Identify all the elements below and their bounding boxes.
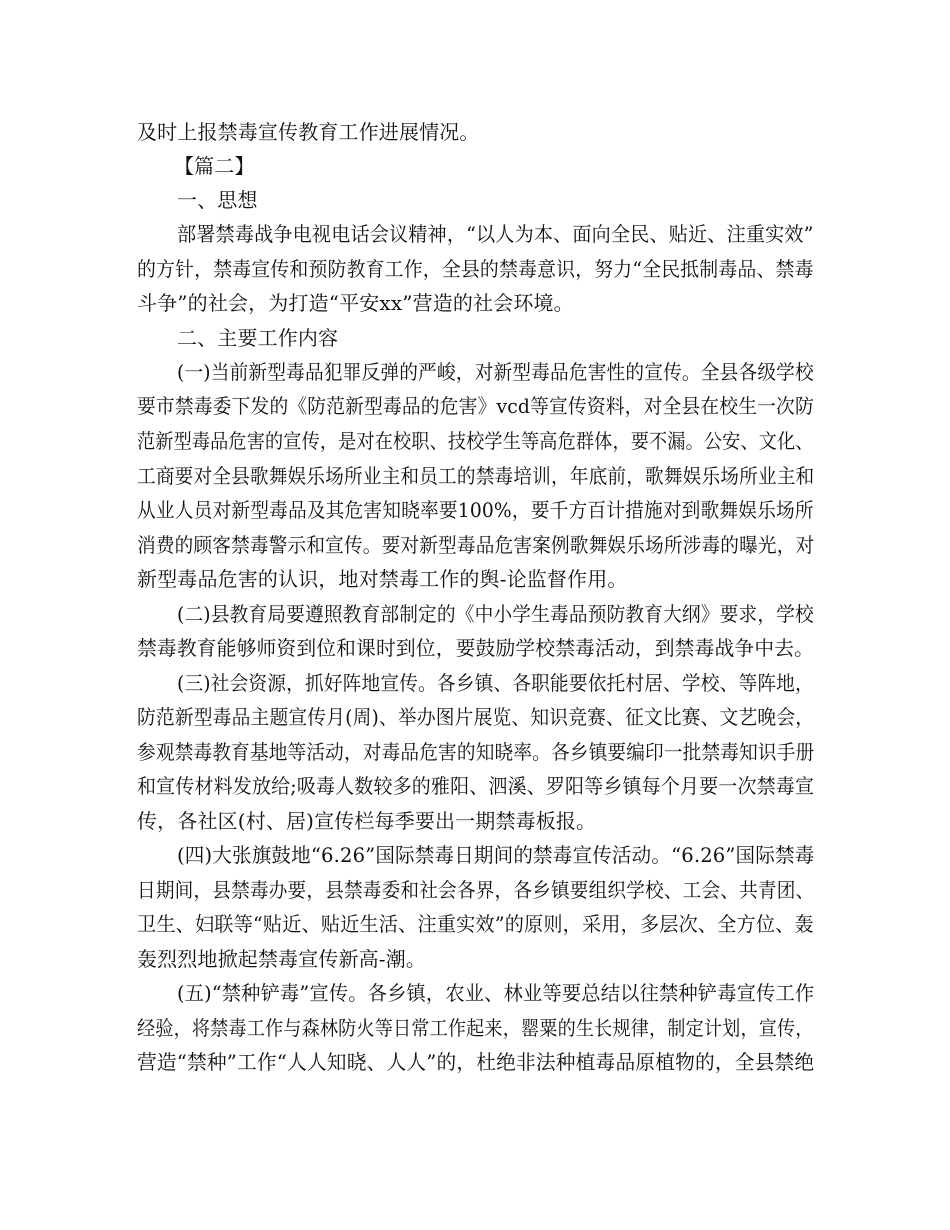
text-line: 日期间，县禁毒办要，县禁毒委和社会各界，各乡镇要组织学校、工会、共青团、 [137, 878, 815, 902]
section-heading: 【篇二】 [174, 154, 255, 178]
text-line: 传，各社区(村、居)宣传栏每季要出一期禁毒板报。 [137, 809, 597, 833]
text-line: 卫生、妇联等“贴近、贴近生活、注重实效”的原则，采用，多层次、全方位、轰 [137, 912, 814, 936]
text-line: (四)大张旗鼓地“6.26”国际禁毒日期间的禁毒宣传活动。“6.26”国际禁毒 [177, 843, 815, 867]
heading-line: 一、思想 [177, 188, 258, 212]
text-line: 及时上报禁毒宣传教育工作进展情况。 [137, 120, 480, 144]
text-line: 从业人员对新型毒品及其危害知晓率要100%，要千方百计措施对到歌舞娱乐场所 [137, 498, 814, 522]
heading-line: 二、主要工作内容 [177, 326, 339, 350]
text-line: 营造“禁种”工作“人人知晓、人人”的，杜绝非法种植毒品原植物的，全县禁绝 [137, 1050, 815, 1074]
text-line: 部署禁毒战争电视电话会议精神，“以人为本、面向全民、贴近、注重实效” [177, 222, 814, 246]
text-line: 经验，将禁毒工作与森林防火等日常工作起来，罂粟的生长规律，制定计划，宣传， [137, 1016, 814, 1040]
text-line: 和宣传材料发放给;吸毒人数较多的雅阳、泗溪、罗阳等乡镇每个月要一次禁毒宣 [137, 774, 815, 798]
text-line: (二)县教育局要遵照教育部制定的《中小学生毒品预防教育大纲》要求，学校 [177, 602, 814, 626]
text-line: (一)当前新型毒品犯罪反弹的严峻，对新型毒品危害性的宣传。全县各级学校 [177, 360, 814, 384]
text-line: 的方针，禁毒宣传和预防教育工作，全县的禁毒意识，努力“全民抵制毒品、禁毒 [137, 257, 814, 281]
text-line: 斗争”的社会，为打造“平安xx”营造的社会环境。 [137, 291, 574, 315]
text-line: 消费的顾客禁毒警示和宣传。要对新型毒品危害案例歌舞娱乐场所涉毒的曝光，对 [137, 533, 815, 557]
text-line: 轰烈烈地掀起禁毒宣传新高-潮。 [137, 947, 427, 971]
text-line: 禁毒教育能够师资到位和课时到位，要鼓励学校禁毒活动，到禁毒战争中去。 [137, 636, 815, 660]
text-line: (三)社会资源，抓好阵地宣传。各乡镇、各职能要依托村居、学校、等阵地， [177, 671, 814, 695]
text-line: 工商要对全县歌舞娱乐场所业主和员工的禁毒培训，年底前，歌舞娱乐场所业主和 [137, 464, 815, 488]
text-line: 新型毒品危害的认识，地对禁毒工作的舆-论监督作用。 [137, 567, 628, 591]
text-line: 参观禁毒教育基地等活动，对毒品危害的知晓率。各乡镇要编印一批禁毒知识手册 [137, 740, 815, 764]
text-line: 范新型毒品危害的宣传，是对在校职、技校学生等高危群体，要不漏。公安、文化、 [137, 429, 814, 453]
text-line: 防范新型毒品主题宣传月(周)、举办图片展览、知识竞赛、征文比赛、文艺晚会， [137, 705, 815, 729]
text-line: 要市禁毒委下发的《防范新型毒品的危害》vcd等宣传资料，对全县在校生一次防 [137, 394, 814, 418]
text-line: (五)“禁种铲毒”宣传。各乡镇，农业、林业等要总结以往禁种铲毒宣传工作 [177, 981, 815, 1005]
